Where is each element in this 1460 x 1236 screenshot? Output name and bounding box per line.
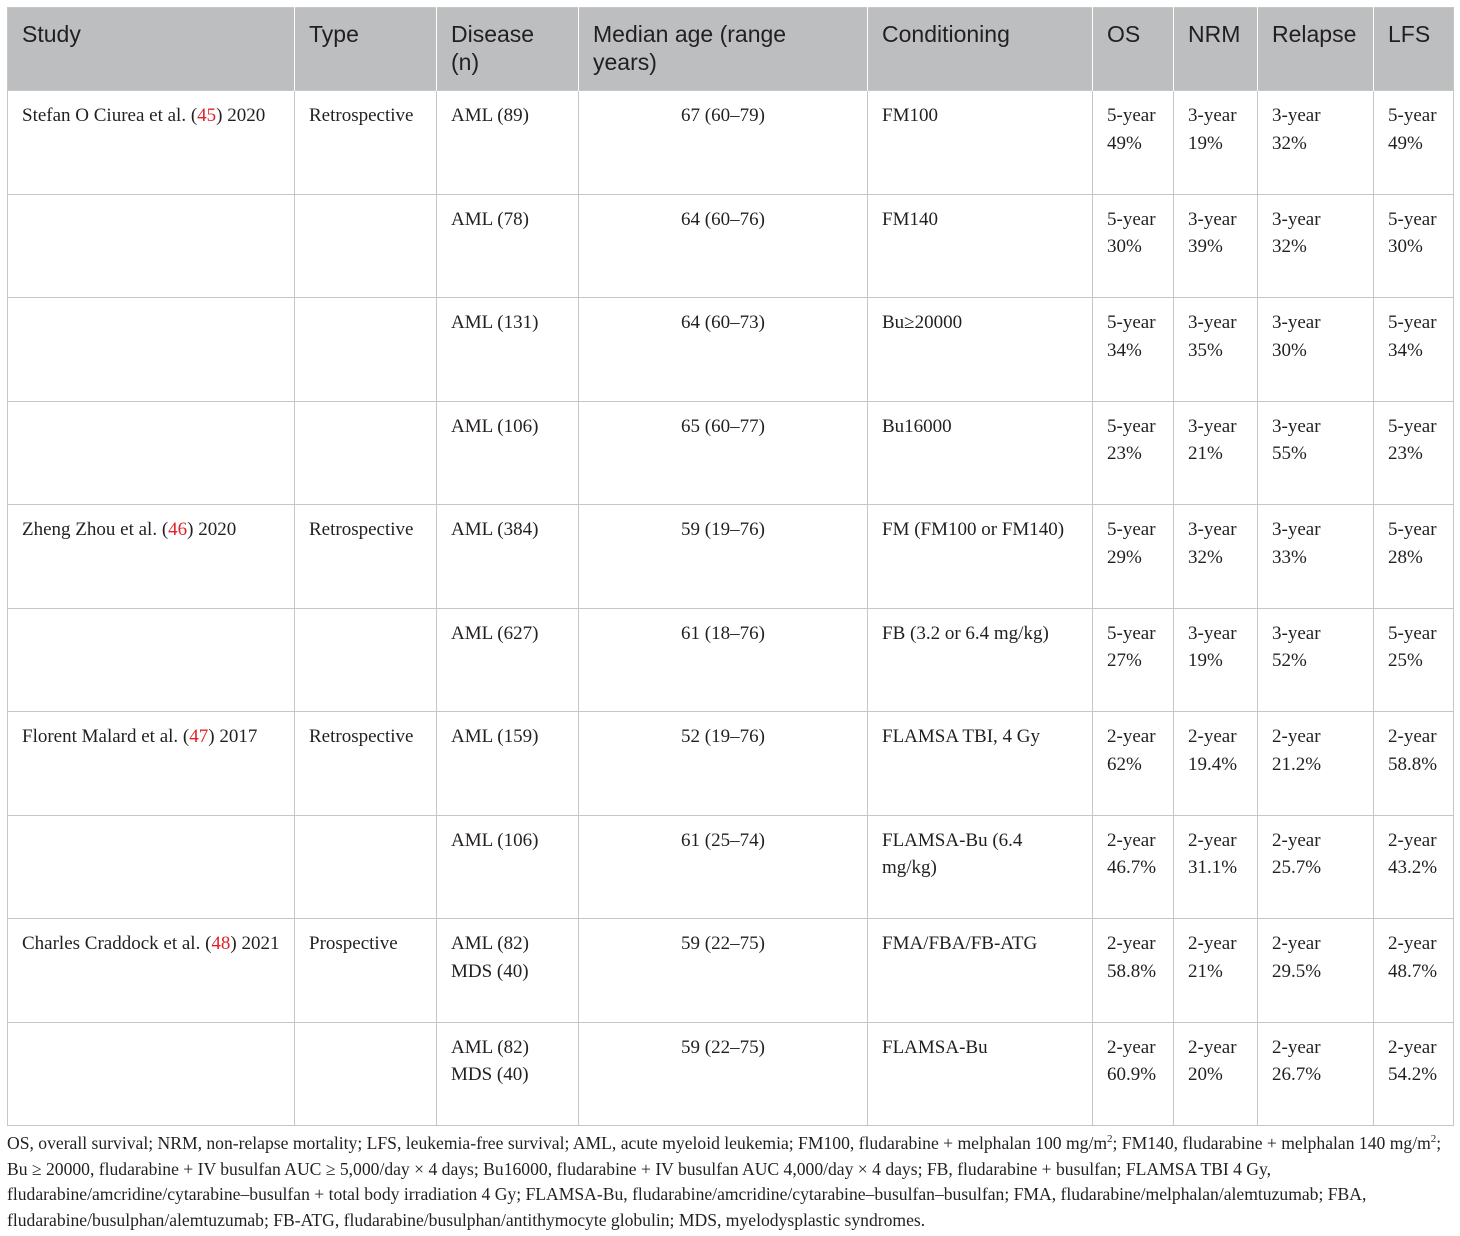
cell-os: 5-year 23%	[1093, 401, 1174, 505]
study-text: Zheng Zhou et al. (	[22, 519, 169, 540]
table-footnote	[7, 1131, 1453, 1233]
cell-relapse: 3-year 32%	[1258, 194, 1374, 298]
cell-disease: AML (106)	[437, 815, 579, 919]
cell-relapse: 3-year 32%	[1258, 91, 1374, 195]
cell-relapse: 3-year 52%	[1258, 608, 1374, 712]
cell-lfs: 5-year 28%	[1374, 505, 1454, 609]
cell-type: Retrospective	[295, 712, 437, 816]
cell-lfs: 2-year 43.2%	[1374, 815, 1454, 919]
cell-lfs: 2-year 48.7%	[1374, 919, 1454, 1023]
header-nrm: NRM	[1174, 8, 1258, 91]
cell-study	[8, 194, 295, 298]
header-study: Study	[8, 8, 295, 91]
cell-conditioning: FM100	[868, 91, 1093, 195]
cell-age: 59 (22–75)	[579, 919, 868, 1023]
reference-link[interactable]: 45	[197, 105, 217, 126]
cell-conditioning: FMA/FBA/FB-ATG	[868, 919, 1093, 1023]
cell-nrm: 3-year 39%	[1174, 194, 1258, 298]
header-type: Type	[295, 8, 437, 91]
cell-study	[8, 298, 295, 402]
cell-type: Retrospective	[295, 91, 437, 195]
cell-study	[8, 919, 295, 1023]
cell-nrm: 2-year 19.4%	[1174, 712, 1258, 816]
cell-lfs: 2-year 58.8%	[1374, 712, 1454, 816]
cell-disease: AML (384)	[437, 505, 579, 609]
table-row	[8, 712, 1454, 816]
cell-conditioning: Bu≥20000	[868, 298, 1093, 402]
cell-relapse: 2-year 26.7%	[1258, 1022, 1374, 1126]
cell-relapse: 2-year 29.5%	[1258, 919, 1374, 1023]
cell-type	[295, 608, 437, 712]
header-lfs: LFS	[1374, 8, 1454, 91]
table-row	[8, 1022, 1454, 1126]
cell-conditioning: FB (3.2 or 6.4 mg/kg)	[868, 608, 1093, 712]
cell-nrm: 3-year 19%	[1174, 608, 1258, 712]
study-text: Florent Malard et al. (	[22, 726, 190, 747]
cell-os: 2-year 46.7%	[1093, 815, 1174, 919]
cell-type	[295, 815, 437, 919]
cell-relapse: 2-year 25.7%	[1258, 815, 1374, 919]
reference-link[interactable]: 47	[189, 726, 209, 747]
reference-link[interactable]: 48	[211, 933, 231, 954]
cell-nrm: 2-year 21%	[1174, 919, 1258, 1023]
study-text: Charles Craddock et al. (	[22, 933, 212, 954]
cell-conditioning: FM140	[868, 194, 1093, 298]
table-row	[8, 194, 1454, 298]
cell-conditioning: FLAMSA-Bu	[868, 1022, 1093, 1126]
cell-os: 2-year 58.8%	[1093, 919, 1174, 1023]
cell-study	[8, 1022, 295, 1126]
cell-age: 67 (60–79)	[579, 91, 868, 195]
cell-relapse: 3-year 33%	[1258, 505, 1374, 609]
cell-os: 5-year 34%	[1093, 298, 1174, 402]
cell-lfs: 5-year 25%	[1374, 608, 1454, 712]
header-os: OS	[1093, 8, 1174, 91]
cell-study	[8, 712, 295, 816]
cell-nrm: 3-year 21%	[1174, 401, 1258, 505]
footnote-superscript-1: 2	[1107, 1133, 1113, 1146]
cell-nrm: 2-year 20%	[1174, 1022, 1258, 1126]
table-row	[8, 919, 1454, 1023]
cell-disease: AML (89)	[437, 91, 579, 195]
table-row	[8, 91, 1454, 195]
cell-lfs: 5-year 49%	[1374, 91, 1454, 195]
cell-disease: AML (82) MDS (40)	[437, 919, 579, 1023]
cell-lfs: 5-year 23%	[1374, 401, 1454, 505]
cell-study	[8, 401, 295, 505]
cell-study	[8, 505, 295, 609]
cell-age: 61 (25–74)	[579, 815, 868, 919]
cell-age: 52 (19–76)	[579, 712, 868, 816]
cell-age: 65 (60–77)	[579, 401, 868, 505]
cell-conditioning: FLAMSA-Bu (6.4 mg/kg)	[868, 815, 1093, 919]
cell-lfs: 5-year 30%	[1374, 194, 1454, 298]
cell-type	[295, 401, 437, 505]
cell-nrm: 3-year 19%	[1174, 91, 1258, 195]
cell-age: 59 (19–76)	[579, 505, 868, 609]
cell-conditioning: FLAMSA TBI, 4 Gy	[868, 712, 1093, 816]
cell-disease: AML (78)	[437, 194, 579, 298]
cell-lfs: 5-year 34%	[1374, 298, 1454, 402]
cell-lfs: 2-year 54.2%	[1374, 1022, 1454, 1126]
cell-age: 64 (60–76)	[579, 194, 868, 298]
study-text: Stefan O Ciurea et al. (	[22, 105, 198, 126]
cell-relapse: 2-year 21.2%	[1258, 712, 1374, 816]
header-age: Median age (range years)	[579, 8, 868, 91]
study-year: ) 2017	[208, 726, 258, 747]
cell-nrm: 2-year 31.1%	[1174, 815, 1258, 919]
cell-age: 59 (22–75)	[579, 1022, 868, 1126]
cell-os: 5-year 27%	[1093, 608, 1174, 712]
study-year: ) 2021	[230, 933, 280, 954]
footnote-text-1: OS, overall survival; NRM, non-relapse mortality; LFS, leukemia-free survival; AML, acute myeloid leukemia; FM100, fludarabine + melphalan 100 mg/m	[7, 1133, 1108, 1153]
cell-age: 61 (18–76)	[579, 608, 868, 712]
cell-disease: AML (82) MDS (40)	[437, 1022, 579, 1126]
table-row	[8, 298, 1454, 402]
cell-conditioning: FM (FM100 or FM140)	[868, 505, 1093, 609]
cell-type	[295, 194, 437, 298]
cell-study	[8, 608, 295, 712]
cell-os: 2-year 62%	[1093, 712, 1174, 816]
study-year: ) 2020	[216, 105, 266, 126]
header-relapse: Relapse	[1258, 8, 1374, 91]
table-row	[8, 401, 1454, 505]
cell-os: 5-year 30%	[1093, 194, 1174, 298]
cell-relapse: 3-year 30%	[1258, 298, 1374, 402]
footnote-superscript-2: 2	[1430, 1133, 1437, 1146]
cell-age: 64 (60–73)	[579, 298, 868, 402]
cell-study	[8, 91, 295, 195]
cell-type: Prospective	[295, 919, 437, 1023]
reference-link[interactable]: 46	[168, 519, 188, 540]
cell-type	[295, 1022, 437, 1126]
cell-os: 5-year 49%	[1093, 91, 1174, 195]
footnote-text-3: ; Bu ≥ 20000, fludarabine + IV busulfan AUC ≥ 5,000/day × 4 days; Bu16000, fludarabine + IV busulfan AUC 4,000/day × 4 days; FB, fludarabine + busulfan; FLAMSA TBI 4 Gy, fludarabine/amcridine/cytarabine–busulfan + total body irradiation 4 Gy; FLAMSA-Bu, fludarabine/amcridine/cytarabine–busulfan–busulfan; FMA, fludarabine/melphalan/alemtuzumab; FBA, fludarabine/busulphan/alemtuzumab; FB-ATG, fludarabine/busulphan/antithymocyte globulin; MDS, myelodysplastic syndromes.	[7, 1133, 1442, 1230]
cell-disease: AML (106)	[437, 401, 579, 505]
cell-nrm: 3-year 35%	[1174, 298, 1258, 402]
cell-disease: AML (627)	[437, 608, 579, 712]
cell-relapse: 3-year 55%	[1258, 401, 1374, 505]
cell-disease: AML (159)	[437, 712, 579, 816]
cell-disease: AML (131)	[437, 298, 579, 402]
cell-conditioning: Bu16000	[868, 401, 1093, 505]
header-row	[8, 8, 1454, 91]
data-table	[7, 7, 1454, 1126]
cell-type: Retrospective	[295, 505, 437, 609]
cell-study	[8, 815, 295, 919]
cell-type	[295, 298, 437, 402]
table-row	[8, 815, 1454, 919]
cell-os: 2-year 60.9%	[1093, 1022, 1174, 1126]
cell-nrm: 3-year 32%	[1174, 505, 1258, 609]
table-wrapper	[7, 7, 1453, 1126]
header-disease: Disease (n)	[437, 8, 579, 91]
cell-os: 5-year 29%	[1093, 505, 1174, 609]
table-row	[8, 608, 1454, 712]
table-row	[8, 505, 1454, 609]
study-year: ) 2020	[187, 519, 237, 540]
header-conditioning: Conditioning	[868, 8, 1093, 91]
footnote-text-2: ; FM140, fludarabine + melphalan 140 mg/m	[1112, 1133, 1431, 1153]
